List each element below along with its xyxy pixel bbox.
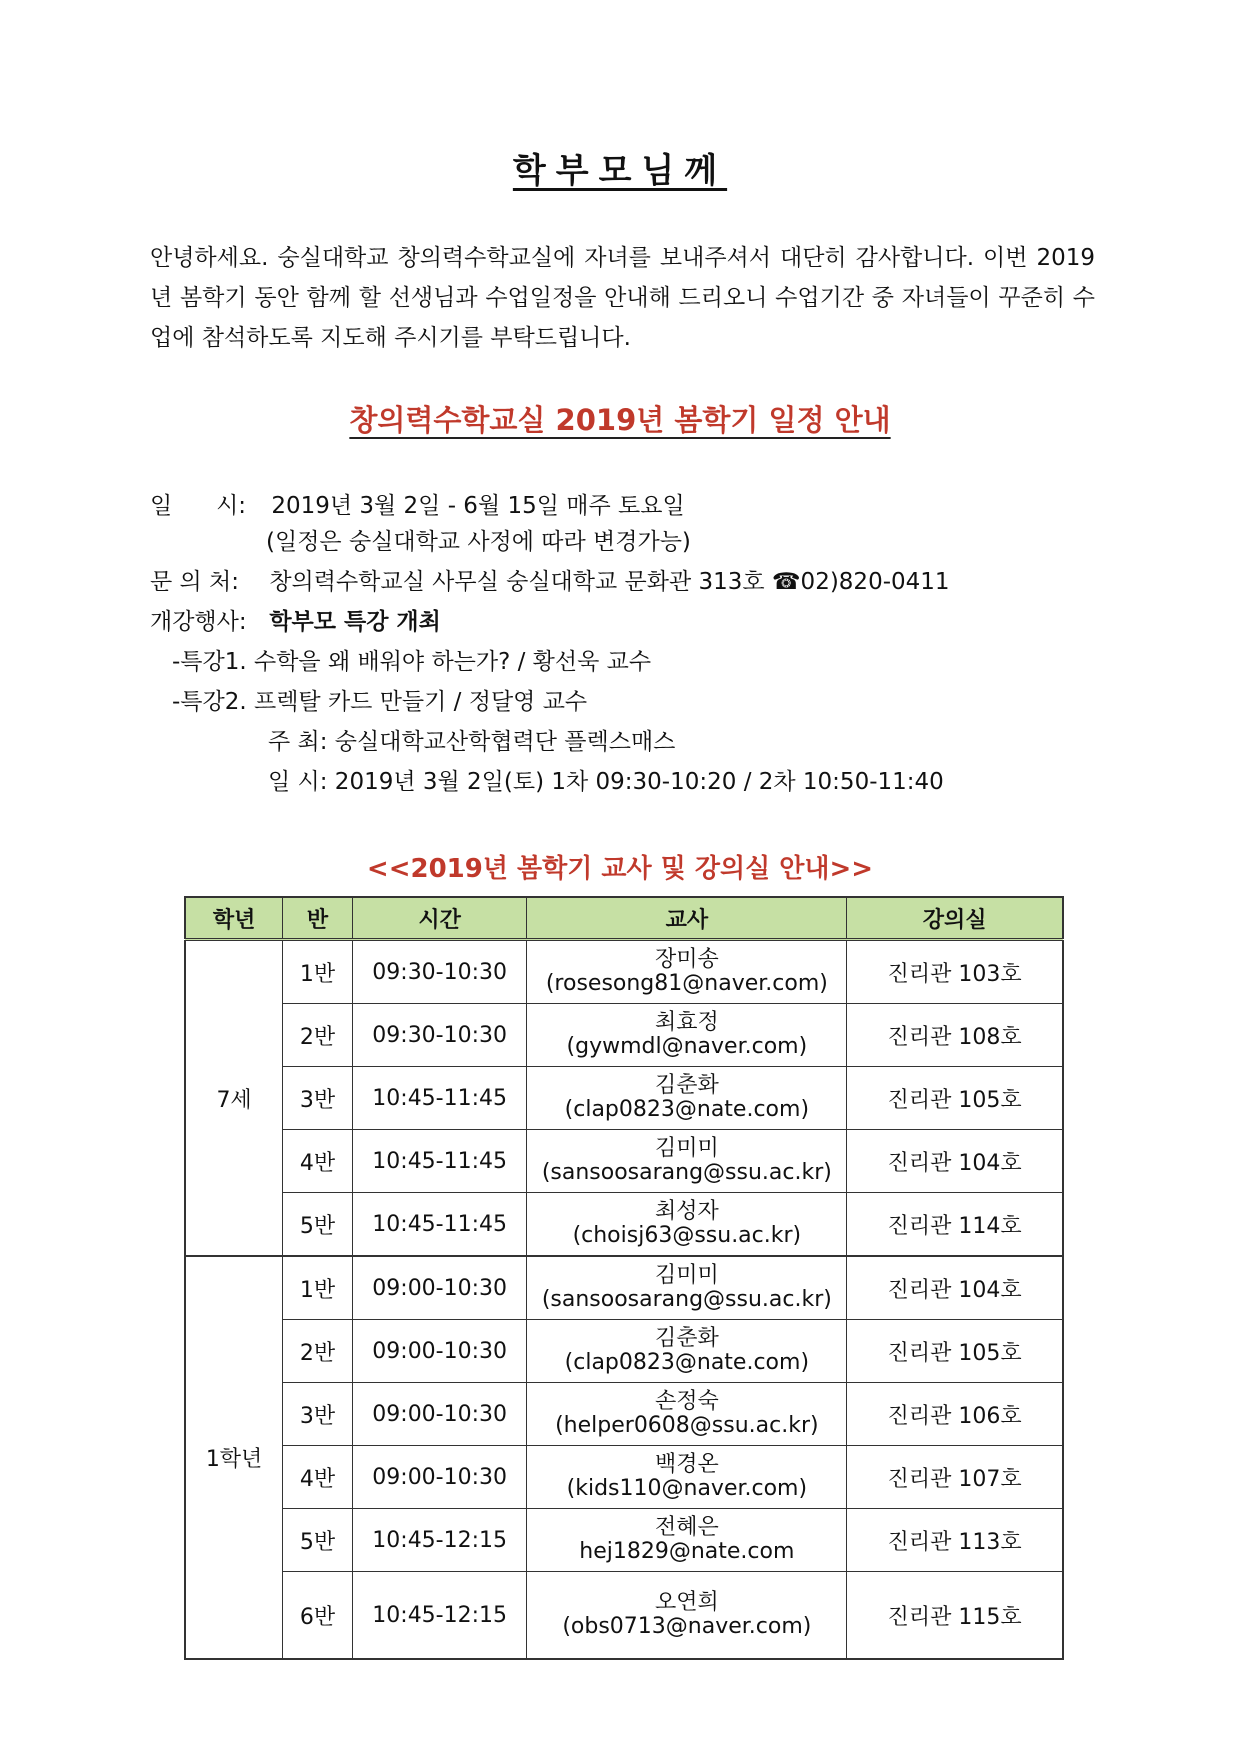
teacher-cell (527, 1383, 847, 1446)
teacher-email: (clap0823@nate.com) (564, 1097, 810, 1122)
event-label: 개강행사: (150, 609, 247, 635)
teacher-name: 장미송 (654, 947, 719, 972)
table-row (185, 1193, 1063, 1257)
page-title (0, 143, 1240, 192)
teacher-name: 김미미 (654, 1263, 719, 1288)
teacher-name: 김춘화 (654, 1073, 719, 1098)
room-cell: 진리관 104호 (847, 1256, 1063, 1320)
teacher-email: (clap0823@nate.com) (564, 1350, 810, 1375)
teacher-cell (527, 1193, 847, 1257)
grade-cell: 7세 (185, 940, 283, 1257)
room-cell: 진리관 115호 (847, 1572, 1063, 1660)
teacher-email: (gywmdl@naver.com) (566, 1034, 808, 1059)
table-body (185, 940, 1063, 1660)
event-line (150, 604, 441, 640)
teacher-name: 김미미 (654, 1136, 719, 1161)
room-cell: 진리관 108호 (847, 1004, 1063, 1067)
table-row (185, 1130, 1063, 1193)
class-cell: 5반 (283, 1193, 353, 1257)
table-row (185, 940, 1063, 1004)
header-time: 시간 (352, 897, 527, 940)
time-cell: 10:45-11:45 (352, 1067, 527, 1130)
date-line (150, 488, 685, 524)
teacher-name: 백경온 (654, 1452, 719, 1477)
time-cell: 09:00-10:30 (352, 1256, 527, 1320)
table-row (185, 1256, 1063, 1320)
schedule-subtitle-text: 창의력수학교실 2019년 봄학기 일정 안내 (349, 403, 891, 437)
teacher-name: 전혜은 (654, 1515, 719, 1540)
room-cell: 진리관 103호 (847, 940, 1063, 1004)
time-cell: 09:30-10:30 (352, 940, 527, 1004)
teacher-cell (527, 1004, 847, 1067)
time-cell: 09:00-10:30 (352, 1383, 527, 1446)
teacher-name: 오연희 (654, 1590, 719, 1615)
table-row (185, 1383, 1063, 1446)
schedule-table (184, 896, 1064, 1660)
class-cell: 4반 (283, 1446, 353, 1509)
room-cell: 진리관 107호 (847, 1446, 1063, 1509)
teacher-cell (527, 1446, 847, 1509)
class-cell: 3반 (283, 1383, 353, 1446)
contact-label: 문 의 처: (150, 569, 240, 595)
teacher-email: (sansoosarang@ssu.ac.kr) (541, 1287, 832, 1312)
class-cell: 2반 (283, 1320, 353, 1383)
room-cell: 진리관 113호 (847, 1509, 1063, 1572)
grade-cell: 1학년 (185, 1256, 283, 1659)
teacher-cell (527, 1067, 847, 1130)
room-cell: 진리관 106호 (847, 1383, 1063, 1446)
header-teacher: 교사 (527, 897, 847, 940)
event-host: 주 최: 숭실대학교산학협력단 플렉스매스 (268, 729, 676, 755)
table-row (185, 1004, 1063, 1067)
time-cell: 10:45-12:15 (352, 1572, 527, 1660)
time-cell: 10:45-11:45 (352, 1193, 527, 1257)
room-cell: 진리관 105호 (847, 1320, 1063, 1383)
teacher-cell (527, 1572, 847, 1660)
teacher-cell (527, 1130, 847, 1193)
class-cell: 4반 (283, 1130, 353, 1193)
header-class: 반 (283, 897, 353, 940)
lecture-2: -특강2. 프렉탈 카드 만들기 / 정달영 교수 (172, 689, 588, 715)
contact-value: 창의력수학교실 사무실 숭실대학교 문화관 313호 ☎02)820-0411 (269, 569, 950, 595)
time-cell: 09:00-10:30 (352, 1446, 527, 1509)
time-cell: 10:45-11:45 (352, 1130, 527, 1193)
room-cell: 진리관 105호 (847, 1067, 1063, 1130)
intro-paragraph: 안녕하세요. 숭실대학교 창의력수학교실에 자녀를 보내주셔서 대단히 감사합니다. 이번 2019년 봄학기 동안 함께 할 선생님과 수업일정을 안내해 드리오니 수업기간 중 자녀들이 꾸준히 수업에 참석하도록 지도해 주시기를 부탁드립니다. (150, 245, 1095, 351)
table-heading: <<2019년 봄학기 교사 및 강의실 안내>> (366, 854, 874, 884)
teacher-email: hej1829@nate.com (579, 1539, 795, 1564)
table-row (185, 1446, 1063, 1509)
teacher-name: 김춘화 (654, 1326, 719, 1351)
teacher-name: 최성자 (654, 1199, 719, 1224)
room-cell: 진리관 104호 (847, 1130, 1063, 1193)
teacher-cell (527, 940, 847, 1004)
class-cell: 2반 (283, 1004, 353, 1067)
class-cell: 1반 (283, 940, 353, 1004)
table-row (185, 1320, 1063, 1383)
header-grade: 학년 (185, 897, 283, 940)
class-cell: 3반 (283, 1067, 353, 1130)
table-row (185, 1572, 1063, 1660)
contact-line (150, 564, 950, 600)
teacher-email: (rosesong81@naver.com) (545, 971, 828, 996)
page-title-text: 학부모님께 (512, 151, 728, 191)
date-label: 일 시: (150, 493, 247, 519)
table-row (185, 1509, 1063, 1572)
teacher-name: 손정숙 (654, 1389, 719, 1414)
date-value: 2019년 3월 2일 - 6월 15일 매주 토요일 (271, 493, 685, 519)
table-row (185, 1067, 1063, 1130)
class-cell: 6반 (283, 1572, 353, 1660)
schedule-subtitle (0, 398, 1240, 439)
time-cell: 09:30-10:30 (352, 1004, 527, 1067)
class-cell: 5반 (283, 1509, 353, 1572)
teacher-email: (sansoosarang@ssu.ac.kr) (541, 1160, 832, 1185)
teacher-email: (helper0608@ssu.ac.kr) (555, 1413, 819, 1438)
class-cell: 1반 (283, 1256, 353, 1320)
teacher-cell (527, 1256, 847, 1320)
header-room: 강의실 (847, 897, 1063, 940)
time-cell: 09:00-10:30 (352, 1320, 527, 1383)
teacher-email: (kids110@naver.com) (566, 1476, 808, 1501)
date-note: (일정은 숭실대학교 사정에 따라 변경가능) (266, 529, 691, 555)
teacher-cell (527, 1320, 847, 1383)
time-cell: 10:45-12:15 (352, 1509, 527, 1572)
event-time: 일 시: 2019년 3월 2일(토) 1차 09:30-10:20 / 2차 10:50-11:40 (268, 769, 944, 795)
teacher-name: 최효정 (654, 1010, 719, 1035)
room-cell: 진리관 114호 (847, 1193, 1063, 1257)
teacher-cell (527, 1509, 847, 1572)
event-value: 학부모 특강 개최 (269, 609, 441, 635)
teacher-email: (choisj63@ssu.ac.kr) (572, 1223, 802, 1248)
lecture-1: -특강1. 수학을 왜 배워야 하는가? / 황선욱 교수 (172, 649, 652, 675)
teacher-email: (obs0713@naver.com) (562, 1614, 812, 1639)
table-header-row (185, 897, 1063, 940)
